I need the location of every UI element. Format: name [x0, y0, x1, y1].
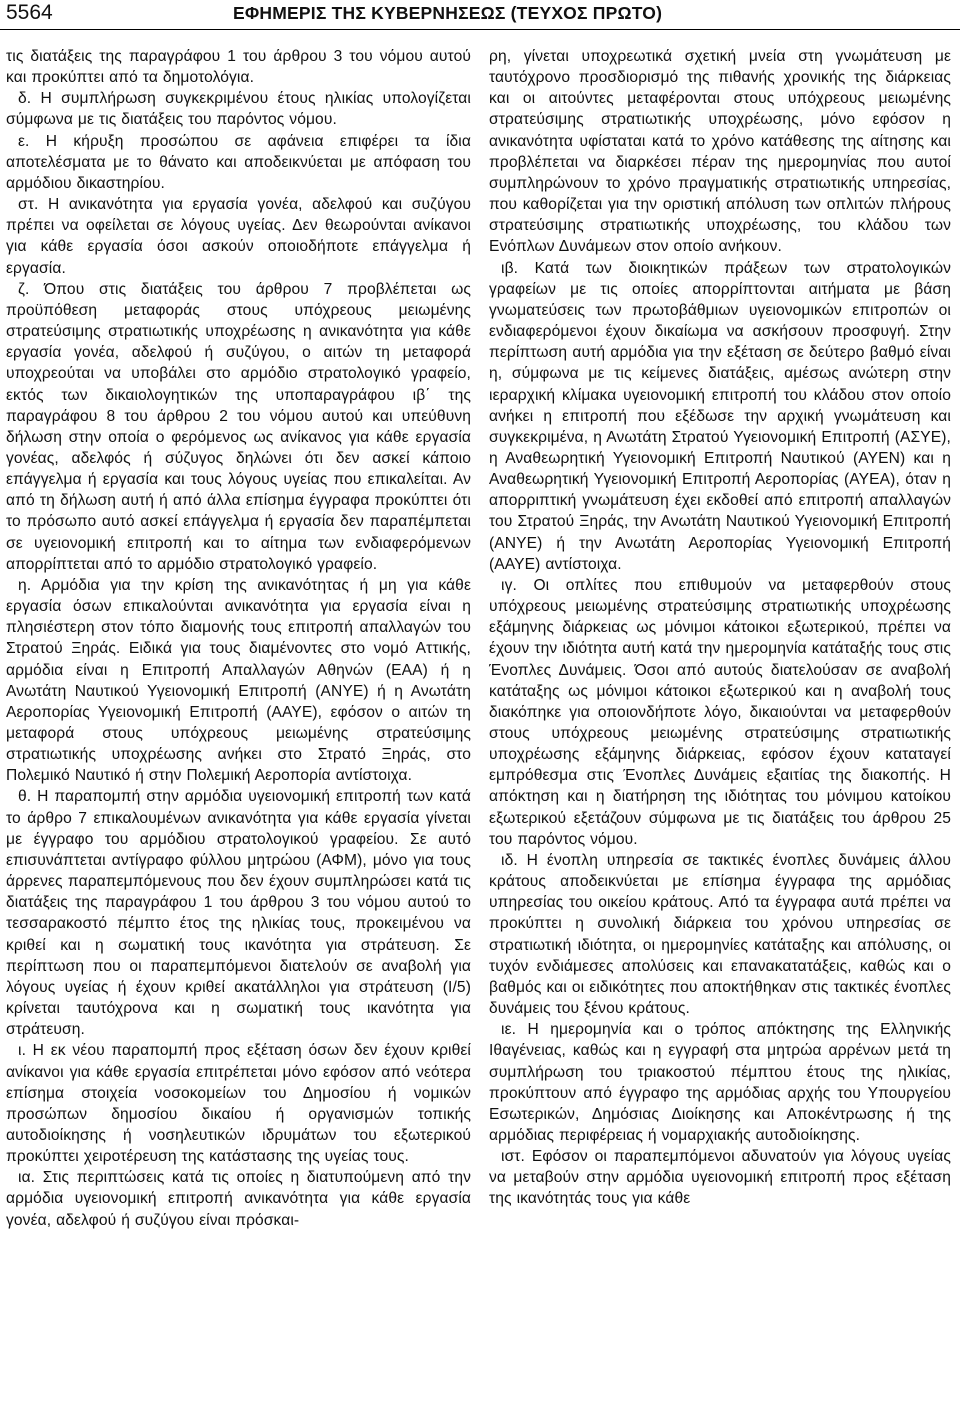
paragraph: ιβ. Κατά των διοικητικών πράξεων των στρατολογικών γραφείων με τις οποίες απορρίπτονται αιτήματα με βάση γνωματεύσεις των πρωτοβάθμιων υγειονομικών επιτροπών οι ενδιαφερόμενοι έχουν δικαίωμα να ασκήσουν προσφυγή. Στην περίπτωση αυτή αρμόδια για την εξέταση σε δεύτερο βαθμό είναι η, σύμφωνα με τις κείμενες διατάξεις, αμέσως ανώτερη στην ιεραρχική κλίμακα υγειονομική επιτροπή του κλάδου στον οποίο ανήκει η επιτροπή που εξέδωσε την αρχική γνωμάτευση και συγκεκριμένα, η Ανωτάτη Στρατού Υγειονομική Επιτροπή (ΑΣΥΕ), η Αναθεωρητική Υγειονομική Επιτροπή Ναυτικού (ΑΥΕΝ) και η Αναθεωρητική Υγειονομική Επιτροπή Αεροπορίας (ΑΥΕΑ), όταν η απορριπτική γνωμάτευση έχει εκδοθεί από επιτροπή απαλλαγών του Στρατού Ξηράς, την Ανωτάτη Ναυτικού Υγειονομική Επιτροπή (ΑΝΥΕ) ή την Ανωτάτη Αεροπορίας Υγειονομική Επιτροπή (ΑΑΥΕ) αντίστοιχα. — [489, 259, 951, 573]
right-column — [489, 46, 951, 1210]
paragraph: ε. Η κήρυξη προσώπου σε αφάνεια επιφέρει τα ίδια αποτελέσματα με το θάνατο και αποδεικνύεται με απόφαση του αρμόδιου δικαστηρίου. — [6, 132, 471, 192]
paragraph: τις διατάξεις της παραγράφου 1 του άρθρου 3 του νόμου αυτού και προκύπτει από τα δημοτολόγια. — [6, 48, 471, 87]
paragraph: ιγ. Οι οπλίτες που επιθυμούν να μεταφερθούν στους υπόχρεους μειωμένης στρατεύσιμης στρατιωτικής υποχρέωσης εξάμηνης διάρκειας ως μόνιμοι κάτοικοι εξωτερικού, πρέπει να έχουν την ιδιότητα αυτή κατά την ημερομηνία κατάταξής τους στις Ένοπλες Δυνάμεις. Όσοι από αυτούς διατελούσαν σε αναβολή κατάταξης ως μόνιμοι κάτοικοι εξωτερικού και η αναβολή τους διακόπηκε για οποιονδήποτε λόγο, δικαιούνται να μεταφερθούν στους υπόχρεους μειωμένης στρατεύσιμης στρατιωτικής υποχρέωσης εξάμηνης διάρκειας, εφόσον έχουν καταταγεί εμπρόθεσμα στις Ένοπλες Δυνάμεις εξαιτίας της διακοπής. Η απόκτηση και η διατήρηση της ιδιότητας του μόνιμου κατοίκου εξωτερικού εξετάζουν σύμφωνα με τις διατάξεις του άρθρου 25 του παρόντος νόμου. — [489, 576, 951, 848]
header-rule — [0, 29, 960, 30]
paragraph: στ. Η ανικανότητα για εργασία γονέα, αδελφού και συζύγου πρέπει να οφείλεται σε λόγους υγείας. Δεν θεωρούνται ανίκανοι για κάθε εργασία όσοι ασκούν οποιοδήποτε επάγγελμα ή εργασία. — [6, 196, 471, 277]
gazette-title: ΕΦΗΜΕΡΙΣ ΤΗΣ ΚΥΒΕΡΝΗΣΕΩΣ (ΤΕΥΧΟΣ ΠΡΩΤΟ) — [233, 3, 663, 23]
paragraph: ιε. Η ημερομηνία και ο τρόπος απόκτησης της Ελληνικής Ιθαγένειας, καθώς και η εγγραφή στα μητρώα αρρένων μετά τη συμπλήρωση του τριακοστού πέμπτου έτους της ηλικίας, προκύπτουν από έγγραφο της αρμόδιας αρχής του Υπουργείου Εσωτερικών, Δημόσιας Διοίκησης και Αποκέντρωσης ή της αρμόδιας περιφέρειας ή νομαρχιακής αυτοδιοίκησης. — [489, 1021, 951, 1144]
paragraph: θ. Η παραπομπή στην αρμόδια υγειονομική επιτροπή των κατά το άρθρο 7 επικαλουμένων ανικανότητα για κάθε εργασία γίνεται με έγγραφο του αρμόδιου στρατολογικού γραφείου. Σε αυτό επισυνάπτεται αντίγραφο φύλλου μητρώου (ΑΦΜ), μόνο για τους άρρενες παραπεμπόμενους που δεν έχουν συμπληρώσει κατά τις διατάξεις της παραγράφου 1 του άρθρου 3 του νόμου αυτού το τεσσαρακοστό πέμπτο έτος της ηλικίας τους, προκειμένου να κριθεί και η σωματική τους ικανότητα για στράτευση. Σε περίπτωση που οι παραπεμπόμενοι διατελούν σε αναβολή για λόγους υγείας ή έχουν κριθεί ακατάλληλοι για στράτευση (Ι/5) κρίνεται ταυτόχρονα και η σωματική τους ικανότητα για στράτευση. — [6, 788, 471, 1039]
paragraph: ιδ. Η ένοπλη υπηρεσία σε τακτικές ένοπλες δυνάμεις άλλου κράτους αποδεικνύεται με επίσημα έγγραφα της αρμόδιας υπηρεσίας του οικείου κράτους. Από τα έγγραφα αυτά πρέπει να προκύπτει η συνολική διάρκεια του χρόνου υπηρεσίας σε στρατιωτική ιδιότητα, οι ημερομηνίες κατάταξης και απόλυσης, οι τυχόν ενδιάμεσες απολύσεις και επανακατατάξεις, καθώς και ο βαθμός και οι ειδικότητες που αποκτήθηκαν στις τακτικές ένοπλες δυνάμεις του ξένου κράτους. — [489, 851, 951, 1018]
paragraph: δ. Η συμπλήρωση συγκεκριμένου έτους ηλικίας υπολογίζεται σύμφωνα με τις διατάξεις του παρόντος νόμου. — [6, 90, 471, 129]
paragraph: ι. Η εκ νέου παραπομπή προς εξέταση όσων δεν έχουν κριθεί ανίκανοι για κάθε εργασία επιτρέπεται μόνο εφόσον από νεότερα επίσημα στοιχεία νοσοκομείων του Δημοσίου ή νομικών προσώπων δημοσίου δικαίου ή οργανισμών τοπικής αυτοδιοίκησης ή νοσηλευτικών ιδρυμάτων του εξωτερικού προκύπτει χειροτέρευση της κατάστασης της υγείας τους. — [6, 1042, 471, 1166]
page-header — [0, 0, 960, 30]
left-column — [6, 46, 471, 1231]
paragraph: ζ. Όπου στις διατάξεις του άρθρου 7 προβλέπεται ως προϋπόθεση μεταφοράς στους υπόχρεους μειωμένης στρατεύσιμης στρατιωτικής υποχρέωσης η ανικανότητα για κάθε εργασία γονέα, αδελφού ή συζύγου, ο αιτών τη μεταφορά υποχρεούται να υποβάλει στο αρμόδιο στρατολογικό γραφείο, εκτός των δικαιολογητικών της υποπαραγράφου ιβ΄ της παραγράφου 8 του άρθρου 2 του νόμου αυτού και υπεύθυνη δήλωση στην οποία ο φερόμενος ως ανίκανος για κάθε εργασία γονέας, αδελφός ή σύζυγος δηλώνει ότι δεν ασκεί κάποιο επάγγελμα ή εργασία και τους λόγους υγείας που επικαλείται. Αν από τη δήλωση αυτή ή από άλλα επίσημα έγγραφα προκύπτει ότι το πρόσωπο αυτό ασκεί επάγγελμα ή εργασία δεν παραπέμπεται σε υγειονομική επιτροπή και το αίτημα των ενδιαφερόμενων απορρίπτεται από το αρμόδιο στρατολογικό γραφείο. — [6, 280, 471, 573]
paragraph: ρη, γίνεται υποχρεωτικά σχετική μνεία στη γνωμάτευση με ταυτόχρονο προσδιορισμό της πιθανής χρονικής της διάρκειας και οι αιτούντες μεταφέρονται στους υπόχρεους μειωμένης στρατεύσιμης στρατιωτικής υποχρέωσης, μόνο εφόσον η ανικανότητα υφίσταται κατά το χρόνο κατάθεσης της αίτησης και προβλέπεται να διαρκέσει πέραν της ημερομηνίας που αυτοί συμπληρώνουν το χρόνο πραγματικής στρατιωτικής υπηρεσίας, που καθορίζεται για την οριστική απόλυση των οπλιτών πλήρους στρατεύσιμης στρατιωτικής υποχρέωσης, του κλάδου των Ενόπλων Δυνάμεων στον οποίο ανήκουν. — [489, 48, 951, 256]
paragraph: ιστ. Εφόσον οι παραπεμπόμενοι αδυνατούν για λόγους υγείας να μεταβούν στην αρμόδια υγειονομική επιτροπή προς εξέταση της ικανότητάς τους για κάθε — [489, 1148, 951, 1208]
paragraph: ια. Στις περιπτώσεις κατά τις οποίες η διατυπούμενη από την αρμόδια υγειονομική επιτροπή ανικανότητα για κάθε εργασία γονέα, αδελφού ή συζύγου είναι πρόσκαι- — [6, 1169, 471, 1229]
page-number: 5564 — [6, 1, 53, 24]
paragraph: η. Αρμόδια για την κρίση της ανικανότητας ή μη για κάθε εργασία όσων επικαλούνται ανικανότητα για εργασία είναι η πλησιέστερη στον τόπο διαμονής τους επιτροπή απαλλαγών του Στρατού Ξηράς. Ειδικά για τους διαμένοντες στο νομό Αττικής, αρμόδια είναι η Επιτροπή Απαλλαγών Αθηνών (ΕΑΑ) ή η Ανωτάτη Ναυτικού Υγειονομική Επιτροπή (ΑΝΥΕ) ή η Ανωτάτη Αεροπορίας Υγειονομική Επιτροπή (ΑΑΥΕ), εφόσον ο αιτών τη μεταφορά στους υπόχρεους μειωμένης στρατεύσιμης στρατιωτικής υποχρέωσης ανήκει στο Στρατό Ξηράς, στο Πολεμικό Ναυτικό ή στην Πολεμική Αεροπορία αντίστοιχα. — [6, 576, 471, 785]
